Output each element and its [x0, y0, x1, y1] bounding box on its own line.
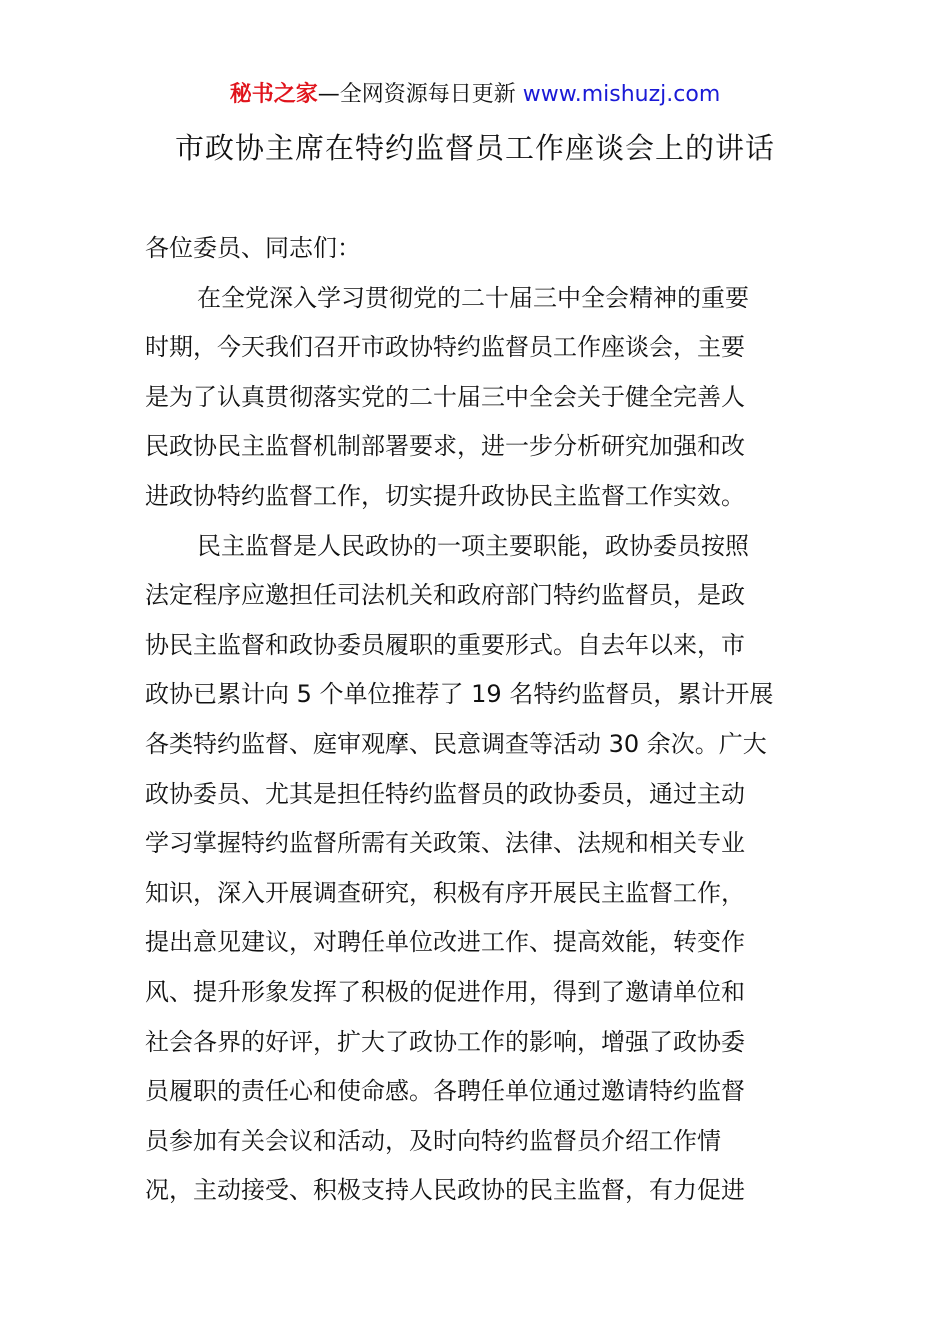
paragraph-line: 员参加有关会议和活动，及时向特约监督员介绍工作情 — [145, 1126, 721, 1155]
paragraph-line: 是为了认真贯彻落实党的二十届三中全会关于健全完善人 — [145, 382, 745, 411]
paragraph-line: 政协委员、尤其是担任特约监督员的政协委员，通过主动 — [145, 779, 745, 808]
salutation: 各位委员、同志们： — [145, 234, 361, 262]
paragraph-line: 协民主监督和政协委员履职的重要形式。自去年以来，市 — [145, 630, 745, 659]
site-brand: 秘书之家 — [229, 82, 318, 107]
document-title: 市政协主席在特约监督员工作座谈会上的讲话 — [174, 131, 775, 165]
paragraph-line: 学习掌握特约监督所需有关政策、法律、法规和相关专业 — [145, 829, 745, 858]
paragraph-line: 时期，今天我们召开市政协特约监督员工作座谈会，主要 — [145, 333, 745, 362]
document-body — [145, 224, 809, 1216]
paragraph-line: 民主监督是人民政协的一项主要职能，政协委员按照 — [197, 531, 749, 560]
paragraph-line: 员履职的责任心和使命感。各聘任单位通过邀请特约监督 — [145, 1077, 745, 1106]
paragraph-line: 在全党深入学习贯彻党的二十届三中全会精神的重要 — [197, 283, 749, 312]
paragraph-line: 各类特约监督、庭审观摩、民意调查等活动 30 余次。广大 — [145, 729, 767, 758]
site-header — [0, 80, 950, 110]
site-url-link[interactable]: www.mishuzj.com — [522, 82, 721, 107]
paragraph-line: 风、提升形象发挥了积极的促进作用，得到了邀请单位和 — [145, 977, 745, 1006]
paragraph-line: 法定程序应邀担任司法机关和政府部门特约监督员，是政 — [145, 581, 745, 610]
site-tagline: —全网资源每日更新 — [317, 82, 516, 107]
paragraph-line: 政协已累计向 5 个单位推荐了 19 名特约监督员，累计开展 — [145, 680, 774, 709]
paragraph-line: 提出意见建议，对聘任单位改进工作、提高效能，转变作 — [145, 928, 745, 957]
paragraph-line: 知识，深入开展调查研究，积极有序开展民主监督工作， — [145, 878, 745, 907]
paragraph-line: 社会各界的好评，扩大了政协工作的影响，增强了政协委 — [145, 1027, 745, 1056]
paragraph-line: 民政协民主监督机制部署要求，进一步分析研究加强和改 — [145, 432, 745, 461]
paragraph-line: 进政协特约监督工作，切实提升政协民主监督工作实效。 — [145, 481, 745, 510]
paragraph-line: 况，主动接受、积极支持人民政协的民主监督，有力促进 — [145, 1176, 745, 1205]
